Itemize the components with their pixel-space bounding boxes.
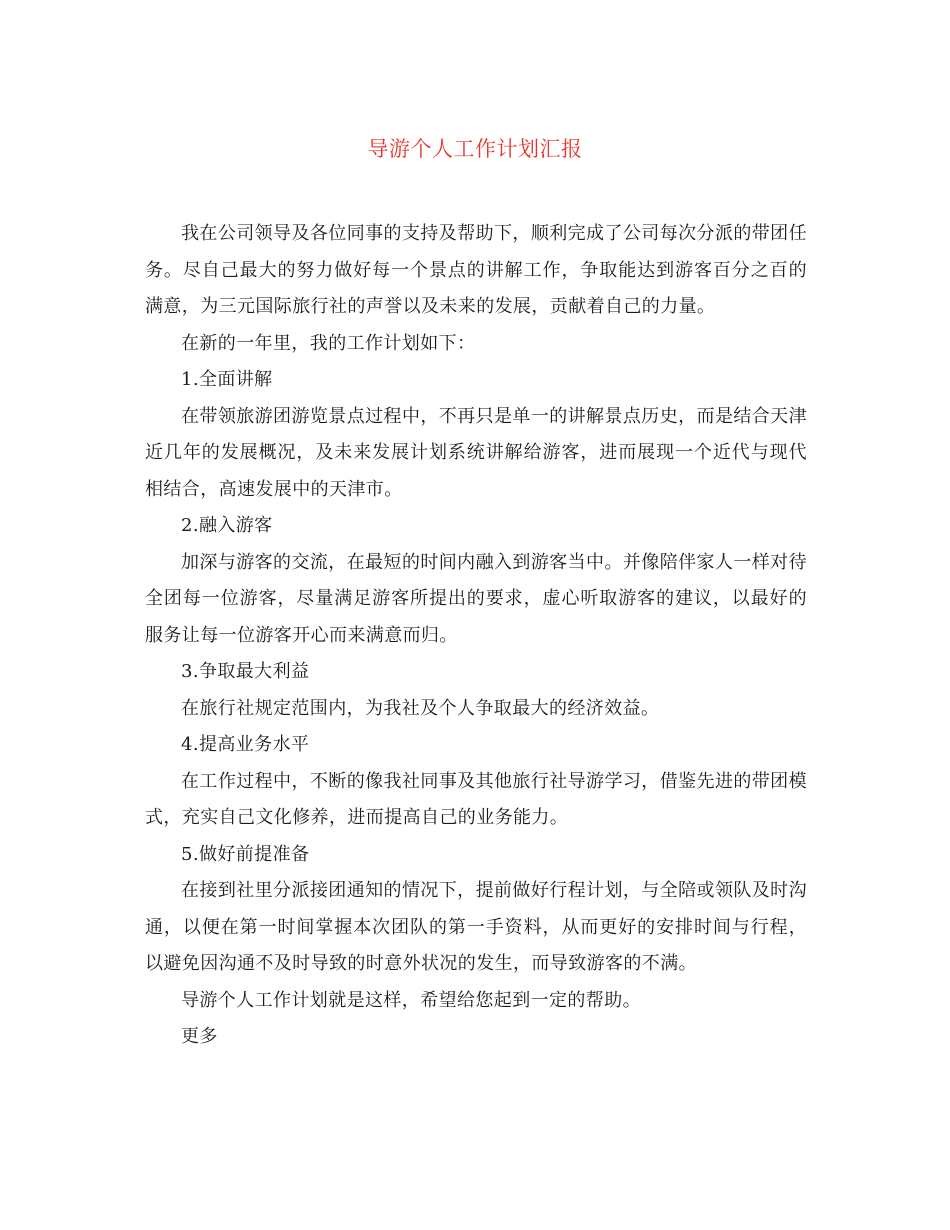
section-heading-4: 4.提高业务水平 bbox=[181, 734, 310, 755]
section-heading-3: 3.争取最大利益 bbox=[181, 661, 310, 682]
section-text-4: 在工作过程中，不断的像我社同事及其他旅行社导游学习，借鉴先进的带团模式，充实自己文化修养，进而提高自己的业务能力。 bbox=[145, 770, 807, 828]
section-text-3: 在旅行社规定范围内，为我社及个人争取最大的经济效益。 bbox=[181, 697, 660, 719]
closing-paragraph: 导游个人工作计划就是这样，希望给您起到一定的帮助。 bbox=[181, 989, 641, 1011]
plan-lead-paragraph: 在新的一年里，我的工作计划如下： bbox=[181, 332, 476, 354]
section-heading-1: 1.全面讲解 bbox=[181, 369, 273, 390]
section-heading-5: 5.做好前提准备 bbox=[181, 843, 310, 865]
document-title: 导游个人工作计划汇报 bbox=[367, 137, 583, 161]
section-text-2: 加深与游客的交流，在最短的时间内融入到游客当中。并像陪伴家人一样对待全团每一位游客，尽量满足游客所提出的要求，虚心听取游客的建议，以最好的服务让每一位游客开心而来满意而归。 bbox=[145, 551, 807, 646]
section-heading-2: 2.融入游客 bbox=[181, 515, 273, 536]
intro-paragraph: 我在公司领导及各位同事的支持及帮助下，顺利完成了公司每次分派的带团任务。尽自己最大的努力做好每一个景点的讲解工作，争取能达到游客百分之百的满意，为三元国际旅行社的声誉以及未来的发展，贡献着自己的力量。 bbox=[145, 223, 807, 317]
section-text-5: 在接到社里分派接团通知的情况下，提前做好行程计划，与全陪或领队及时沟通，以便在第一时间掌握本次团队的第一手资料，从而更好的安排时间与行程，以避免因沟通不及时导致的时意外状况的发生，而导致游客的不满。 bbox=[145, 880, 807, 974]
document-body bbox=[145, 216, 807, 1056]
section-text-1: 在带领旅游团游览景点过程中，不再只是单一的讲解景点历史，而是结合天津近几年的发展概况，及未来发展计划系统讲解给游客，进而展现一个近代与现代相结合，高速发展中的天津市。 bbox=[145, 405, 807, 500]
more-link[interactable]: 更多 bbox=[181, 1026, 218, 1047]
